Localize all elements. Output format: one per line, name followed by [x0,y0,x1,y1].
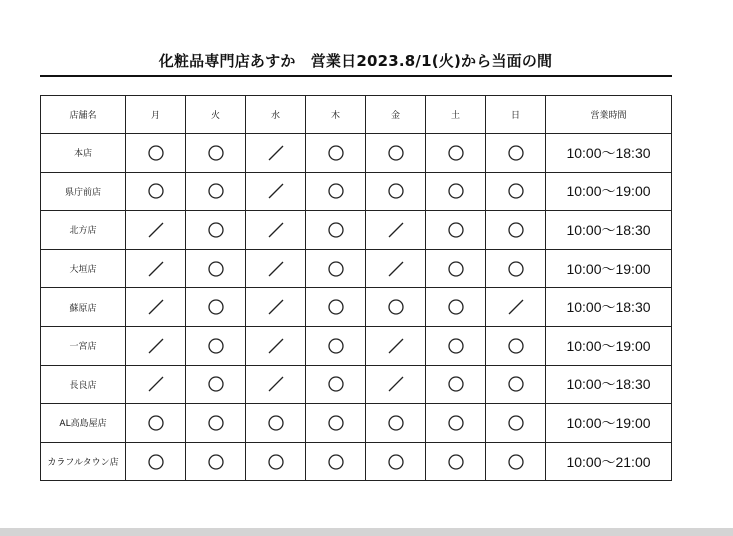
day-cell-monday [126,211,186,250]
open-circle-icon [327,144,345,162]
table-body [41,134,672,481]
day-cell-wednesday [246,404,306,443]
day-cell-thursday [306,249,366,288]
open-circle-icon [207,144,225,162]
day-cell-wednesday [246,288,306,327]
open-circle-icon [327,453,345,471]
open-circle-icon [207,453,225,471]
day-cell-monday [126,365,186,404]
day-cell-tuesday [186,288,246,327]
day-cell-wednesday [246,365,306,404]
day-cell-saturday [426,404,486,443]
table-header-row [41,96,672,134]
closed-slash-icon [267,182,285,200]
day-cell-sunday [486,134,546,173]
closed-slash-icon [387,337,405,355]
open-circle-icon [207,337,225,355]
table-row [41,134,672,173]
window-bottom-scroll-bar [0,528,733,536]
day-cell-friday [366,404,426,443]
open-circle-icon [147,453,165,471]
open-circle-icon [507,453,525,471]
day-cell-friday [366,365,426,404]
day-cell-friday [366,134,426,173]
closed-slash-icon [267,337,285,355]
day-cell-monday [126,442,186,481]
business-hours-cell: 10:00〜18:30 [546,288,672,327]
day-cell-saturday [426,172,486,211]
closed-slash-icon [147,260,165,278]
open-circle-icon [147,414,165,432]
day-cell-saturday [426,288,486,327]
header-tuesday: 火 [186,96,246,134]
closed-slash-icon [387,260,405,278]
business-hours-cell: 10:00〜18:30 [546,211,672,250]
day-cell-wednesday [246,211,306,250]
header-wednesday: 水 [246,96,306,134]
business-hours-cell: 10:00〜19:00 [546,404,672,443]
day-cell-friday [366,442,426,481]
title-underline [40,75,672,77]
day-cell-monday [126,134,186,173]
day-cell-friday [366,172,426,211]
open-circle-icon [447,414,465,432]
closed-slash-icon [267,298,285,316]
business-hours-cell: 10:00〜21:00 [546,442,672,481]
business-hours-cell: 10:00〜18:30 [546,365,672,404]
day-cell-tuesday [186,134,246,173]
day-cell-wednesday [246,134,306,173]
day-cell-saturday [426,249,486,288]
open-circle-icon [387,298,405,316]
open-circle-icon [147,182,165,200]
closed-slash-icon [387,221,405,239]
open-circle-icon [447,375,465,393]
day-cell-monday [126,172,186,211]
closed-slash-icon [387,375,405,393]
day-cell-saturday [426,326,486,365]
day-cell-thursday [306,172,366,211]
open-circle-icon [207,260,225,278]
store-name-cell: 本店 [41,134,126,173]
open-circle-icon [327,182,345,200]
day-cell-sunday [486,172,546,211]
open-circle-icon [327,260,345,278]
store-name-cell: 県庁前店 [41,172,126,211]
business-hours-cell: 10:00〜19:00 [546,249,672,288]
table-row [41,211,672,250]
open-circle-icon [507,182,525,200]
store-name-cell: 長良店 [41,365,126,404]
open-circle-icon [147,144,165,162]
document-title: 化粧品専門店あすか 営業日2023.8/1(火)から当面の間 [158,52,553,70]
open-circle-icon [447,337,465,355]
open-circle-icon [327,337,345,355]
open-circle-icon [207,414,225,432]
day-cell-sunday [486,442,546,481]
day-cell-tuesday [186,172,246,211]
store-name-cell: 北方店 [41,211,126,250]
header-monday: 月 [126,96,186,134]
table-row [41,288,672,327]
open-circle-icon [327,414,345,432]
store-name-cell: 蘇原店 [41,288,126,327]
open-circle-icon [507,221,525,239]
day-cell-saturday [426,442,486,481]
day-cell-thursday [306,442,366,481]
open-circle-icon [447,144,465,162]
closed-slash-icon [507,298,525,316]
day-cell-thursday [306,326,366,365]
day-cell-wednesday [246,172,306,211]
day-cell-friday [366,249,426,288]
store-schedule-table [40,95,672,481]
table-row [41,172,672,211]
closed-slash-icon [147,221,165,239]
open-circle-icon [207,182,225,200]
day-cell-monday [126,404,186,443]
day-cell-tuesday [186,326,246,365]
open-circle-icon [387,144,405,162]
day-cell-tuesday [186,365,246,404]
open-circle-icon [507,260,525,278]
day-cell-thursday [306,365,366,404]
day-cell-tuesday [186,442,246,481]
closed-slash-icon [147,375,165,393]
day-cell-sunday [486,365,546,404]
day-cell-tuesday [186,211,246,250]
day-cell-monday [126,326,186,365]
closed-slash-icon [147,337,165,355]
day-cell-friday [366,288,426,327]
store-name-cell: 大垣店 [41,249,126,288]
day-cell-thursday [306,404,366,443]
day-cell-saturday [426,134,486,173]
day-cell-sunday [486,249,546,288]
table-row [41,326,672,365]
open-circle-icon [207,221,225,239]
store-name-cell: 一宮店 [41,326,126,365]
table-row [41,365,672,404]
table-row [41,404,672,443]
open-circle-icon [327,221,345,239]
day-cell-friday [366,326,426,365]
day-cell-wednesday [246,326,306,365]
day-cell-tuesday [186,404,246,443]
header-business-hours: 営業時間 [546,96,672,134]
open-circle-icon [327,375,345,393]
header-friday: 金 [366,96,426,134]
open-circle-icon [507,414,525,432]
open-circle-icon [327,298,345,316]
open-circle-icon [447,260,465,278]
open-circle-icon [267,453,285,471]
open-circle-icon [447,182,465,200]
business-hours-cell: 10:00〜19:00 [546,326,672,365]
day-cell-thursday [306,134,366,173]
open-circle-icon [387,414,405,432]
store-name-cell: AL高島屋店 [41,404,126,443]
business-hours-cell: 10:00〜18:30 [546,134,672,173]
day-cell-saturday [426,365,486,404]
open-circle-icon [507,144,525,162]
open-circle-icon [447,453,465,471]
day-cell-friday [366,211,426,250]
day-cell-sunday [486,288,546,327]
table-row [41,442,672,481]
header-thursday: 木 [306,96,366,134]
business-hours-cell: 10:00〜19:00 [546,172,672,211]
closed-slash-icon [267,221,285,239]
day-cell-monday [126,249,186,288]
table-row [41,249,672,288]
day-cell-wednesday [246,442,306,481]
day-cell-saturday [426,211,486,250]
day-cell-thursday [306,288,366,327]
day-cell-thursday [306,211,366,250]
header-sunday: 日 [486,96,546,134]
closed-slash-icon [267,375,285,393]
open-circle-icon [447,221,465,239]
day-cell-monday [126,288,186,327]
header-store-name: 店舗名 [41,96,126,134]
store-name-cell: カラフルタウン店 [41,442,126,481]
open-circle-icon [447,298,465,316]
open-circle-icon [507,337,525,355]
closed-slash-icon [267,260,285,278]
day-cell-sunday [486,404,546,443]
open-circle-icon [207,298,225,316]
open-circle-icon [207,375,225,393]
header-saturday: 土 [426,96,486,134]
closed-slash-icon [147,298,165,316]
closed-slash-icon [267,144,285,162]
day-cell-sunday [486,211,546,250]
day-cell-sunday [486,326,546,365]
day-cell-tuesday [186,249,246,288]
open-circle-icon [387,453,405,471]
day-cell-wednesday [246,249,306,288]
open-circle-icon [387,182,405,200]
open-circle-icon [507,375,525,393]
open-circle-icon [267,414,285,432]
